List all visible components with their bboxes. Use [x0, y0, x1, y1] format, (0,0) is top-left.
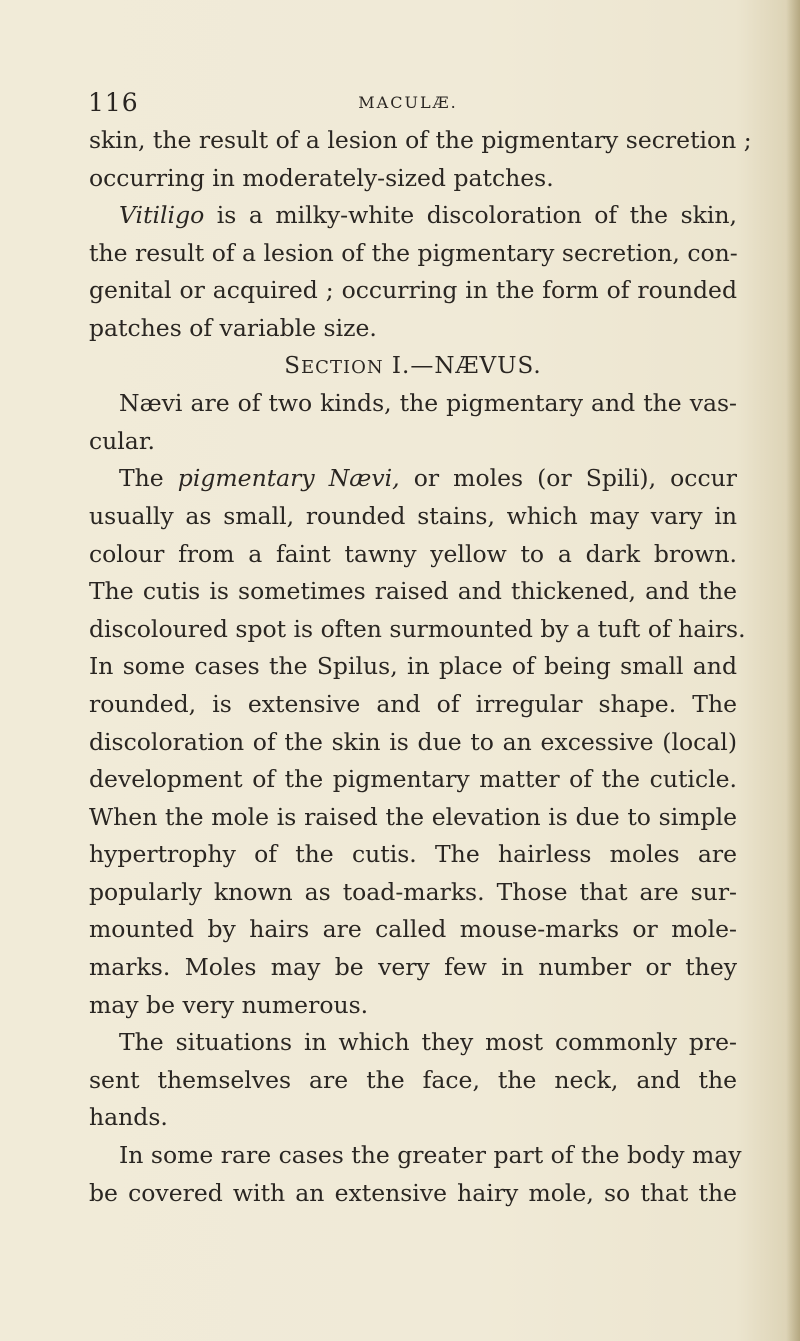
text-line: the result of a lesion of the pigmentary secretion, con-: [89, 238, 738, 267]
term-pigmentary-naevi: pigmentary Nævi,: [177, 464, 400, 493]
section-label-initial: S: [284, 352, 302, 379]
section-numeral: I.: [391, 352, 411, 379]
text-line: When the mole is raised the elevation is due to simple: [89, 802, 737, 831]
text-line: popularly known as toad-marks. Those that are sur-: [89, 877, 737, 906]
text-line: usually as small, rounded stains, which may vary in: [89, 501, 737, 530]
text-line: mounted by hairs are called mouse-marks or mole-: [89, 915, 737, 944]
text-line: Nævi are of two kinds, the pigmentary and the vas-: [119, 389, 737, 418]
page-edge-shadow: [786, 0, 800, 1341]
text-segment: is a milky-white discoloration of the skin,: [216, 201, 737, 230]
text-line: rounded, is extensive and of irregular shape. The: [89, 689, 737, 718]
section-dash: —: [410, 352, 435, 379]
body-text: [89, 122, 752, 1212]
text-line: [89, 197, 737, 235]
text-line: hypertrophy of the cutis. The hairless moles are: [89, 840, 737, 869]
text-line: skin, the result of a lesion of the pigmentary secretion ;: [89, 126, 752, 154]
text-line: In some rare cases the greater part of the body may: [119, 1141, 742, 1170]
text-line: occurring in moderately-sized patches.: [89, 163, 554, 192]
section-heading: [89, 348, 737, 386]
page-number: 116: [88, 88, 139, 117]
text-line: patches of variable size.: [89, 313, 377, 342]
text-line: genital or acquired ; occurring in the form of rounded: [89, 276, 737, 305]
text-segment: or moles (or Spili), occur: [413, 464, 737, 493]
text-segment: The: [119, 464, 164, 493]
page-header: [88, 88, 728, 116]
text-line: [89, 460, 737, 498]
text-line: marks. Moles may be very few in number or they: [89, 953, 737, 982]
text-line: be covered with an extensive hairy mole, so that the: [89, 1178, 737, 1207]
section-label-rest: ECTION: [301, 356, 384, 378]
text-line: cular.: [89, 426, 155, 455]
text-line: The situations in which they most commonly pre-: [119, 1028, 737, 1057]
text-line: sent themselves are the face, the neck, and the: [89, 1065, 737, 1094]
section-title: NÆVUS.: [434, 352, 542, 379]
text-line: discoloured spot is often surmounted by a tuft of hairs.: [89, 614, 746, 643]
text-line: discoloration of the skin is due to an excessive (local): [89, 727, 737, 756]
text-line: The cutis is sometimes raised and thickened, and the: [89, 577, 737, 606]
text-line: In some cases the Spilus, in place of being small and: [89, 652, 737, 681]
text-line: colour from a faint tawny yellow to a dark brown.: [89, 539, 737, 568]
text-line: may be very numerous.: [89, 990, 369, 1019]
text-line: development of the pigmentary matter of the cuticle.: [89, 765, 737, 794]
text-line: hands.: [89, 1103, 168, 1132]
running-head: MACULÆ.: [358, 93, 458, 112]
term-vitiligo: Vitiligo: [119, 201, 205, 230]
